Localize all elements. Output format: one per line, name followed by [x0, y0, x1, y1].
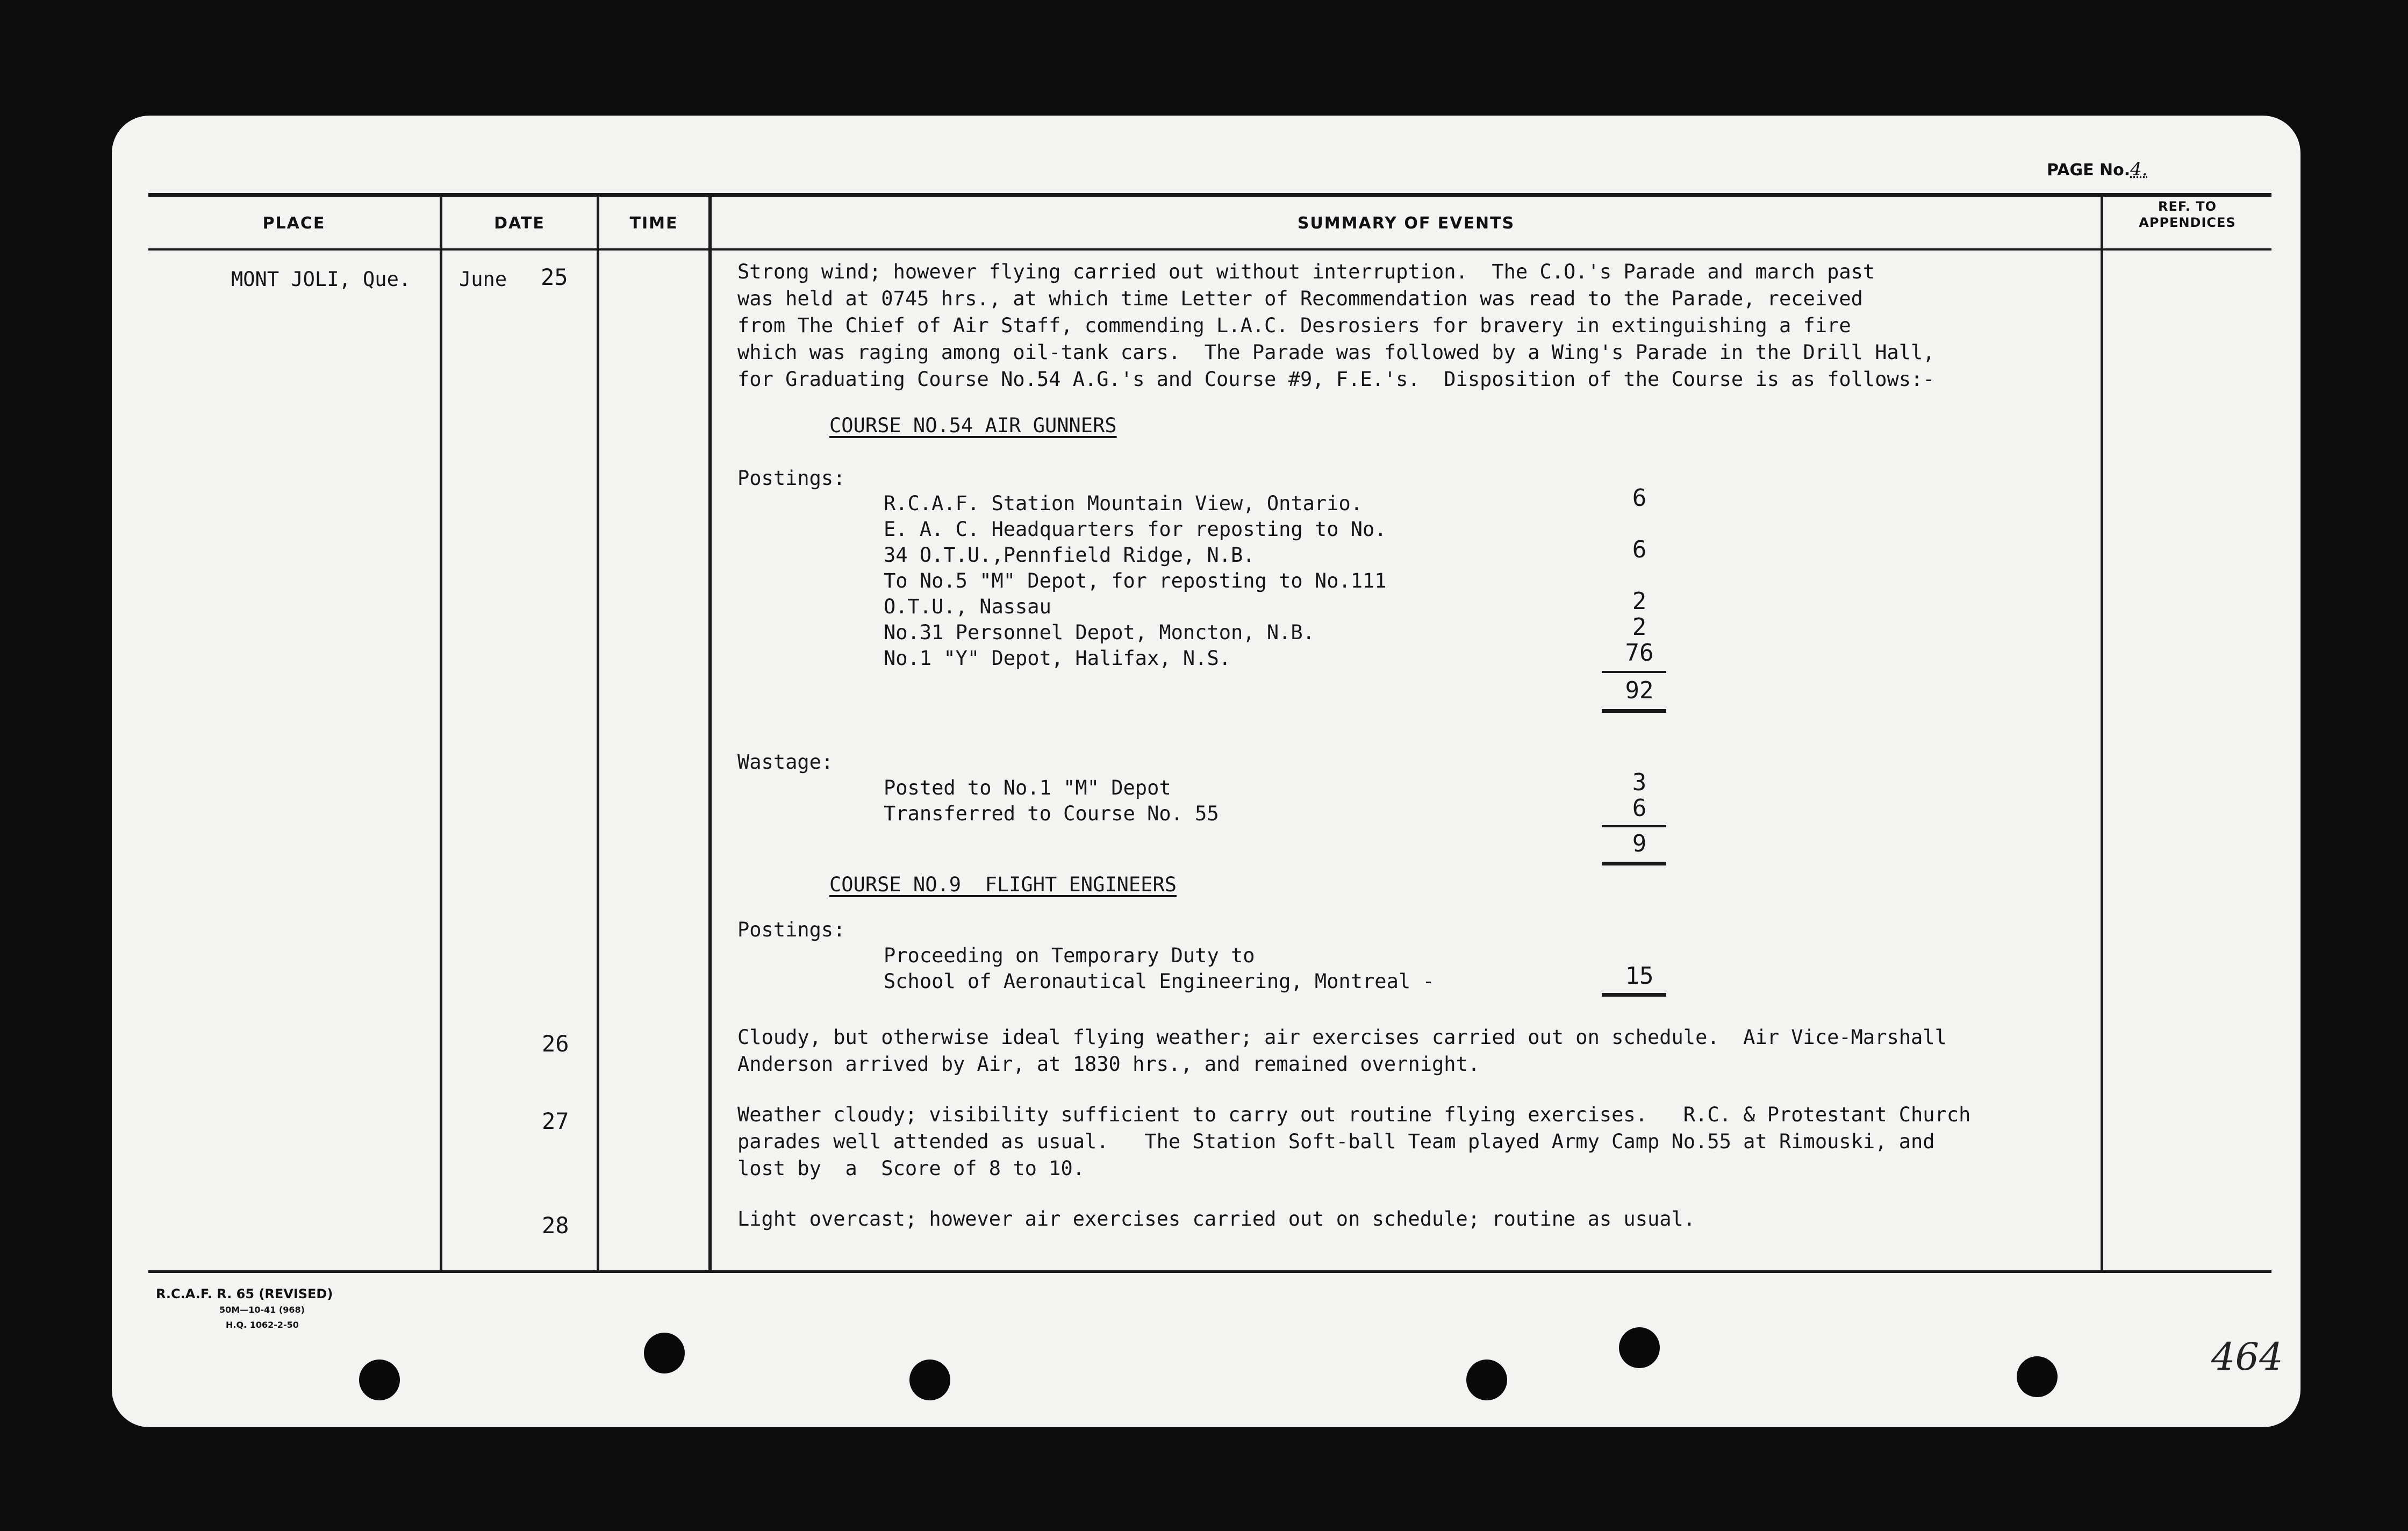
- column-header-summary: SUMMARY OF EVENTS: [1297, 214, 1515, 233]
- punch-hole: [2017, 1356, 2058, 1397]
- punch-hole: [1466, 1360, 1507, 1400]
- posting-count: 2: [1632, 588, 1647, 615]
- course54-postings-label: Postings:: [737, 467, 845, 490]
- course9-heading: COURSE NO.9 FLIGHT ENGINEERS: [829, 873, 1177, 896]
- day-number: 28: [542, 1212, 569, 1239]
- table-bottom-rule: [148, 1270, 2271, 1273]
- entry-place: MONT JOLI, Que.: [231, 268, 411, 291]
- course9-postings-label: Postings:: [737, 918, 845, 941]
- entry-line: Anderson arrived by Air, at 1830 hrs., and remained overnight.: [737, 1053, 1480, 1076]
- posting-line: 34 O.T.U.,Pennfield Ridge, N.B.: [884, 543, 1255, 567]
- course9-count: 15: [1625, 962, 1654, 990]
- course9-double-rule: [1602, 993, 1666, 997]
- page-number-label: PAGE No.4.: [2047, 159, 2148, 180]
- paragraph-line: for Graduating Course No.54 A.G.'s and Course #9, F.E.'s. Disposition of the Course is as follows:-: [737, 368, 1935, 391]
- posting-line: No.31 Personnel Depot, Moncton, N.B.: [884, 621, 1315, 644]
- print-line-2: H.Q. 1062-2-50: [226, 1320, 299, 1330]
- posting-line: To No.5 "M" Depot, for reposting to No.111: [884, 569, 1387, 592]
- postings-total: 92: [1625, 677, 1654, 704]
- posting-count: 2: [1632, 613, 1647, 641]
- posting-count: 76: [1625, 639, 1654, 667]
- posting-count: 6: [1632, 484, 1647, 512]
- paragraph-line: which was raging among oil-tank cars. The Parade was followed by a Wing's Parade in the Drill Hall,: [737, 341, 1935, 364]
- total-double-rule: [1602, 709, 1666, 713]
- course9-line: Proceeding on Temporary Duty to: [884, 944, 1255, 967]
- day-entry: [737, 1024, 1947, 1078]
- entry-line: parades well attended as usual. The Station Soft-ball Team played Army Camp No.55 at Rimouski, and: [737, 1130, 1935, 1153]
- wastage-line: Transferred to Course No. 55: [884, 802, 1219, 825]
- table-top-rule: [148, 193, 2271, 197]
- punch-hole: [1619, 1327, 1660, 1368]
- punch-hole: [909, 1360, 950, 1400]
- paragraph-line: was held at 0745 hrs., at which time Letter of Recommendation was read to the Parade, received: [737, 287, 1863, 310]
- punch-hole: [644, 1333, 685, 1373]
- course9-line: School of Aeronautical Engineering, Montreal -: [884, 970, 1435, 993]
- day-number: 27: [542, 1108, 569, 1134]
- entry-day: 25: [541, 264, 568, 290]
- ref-header-line1: REF. TO: [2158, 199, 2217, 214]
- posting-line: No.1 "Y" Depot, Halifax, N.S.: [884, 647, 1231, 670]
- handwritten-folio: 464: [2211, 1335, 2283, 1379]
- course54-heading: COURSE NO.54 AIR GUNNERS: [829, 414, 1117, 437]
- column-divider-date: [597, 193, 599, 1272]
- entry-paragraph: [737, 259, 1935, 393]
- print-line-1: 50M—10-41 (968): [219, 1305, 305, 1315]
- column-header-date: DATE: [494, 214, 545, 233]
- day-number: 26: [542, 1031, 569, 1057]
- wastage-total: 9: [1632, 830, 1647, 857]
- entry-month: June: [459, 268, 507, 291]
- subtotal-rule: [1602, 671, 1666, 673]
- posting-line: O.T.U., Nassau: [884, 595, 1051, 618]
- form-number: R.C.A.F. R. 65 (REVISED): [156, 1286, 333, 1301]
- wastage-label: Wastage:: [737, 750, 834, 774]
- posting-line: R.C.A.F. Station Mountain View, Ontario.: [884, 492, 1363, 515]
- column-header-place: PLACE: [262, 214, 326, 233]
- paragraph-line: Strong wind; however flying carried out without interruption. The C.O.'s Parade and march past: [737, 260, 1875, 283]
- wastage-double-rule: [1602, 862, 1666, 865]
- posting-count: 6: [1632, 536, 1647, 563]
- column-divider-place: [440, 193, 442, 1272]
- entry-line: Weather cloudy; visibility sufficient to carry out routine flying exercises. R.C. & Protestant Church: [737, 1103, 1971, 1126]
- punch-hole: [359, 1360, 400, 1400]
- entry-line: Light overcast; however air exercises carried out on schedule; routine as usual.: [737, 1207, 1696, 1230]
- day-entry: [737, 1206, 1695, 1233]
- column-header-ref: [2103, 198, 2271, 231]
- paragraph-line: from The Chief of Air Staff, commending L.A.C. Desrosiers for bravery in extinguishing a fire: [737, 314, 1851, 337]
- entry-line: Cloudy, but otherwise ideal flying weather; air exercises carried out on schedule. Air Vice-Marshall: [737, 1026, 1947, 1049]
- day-entry: [737, 1101, 1970, 1182]
- column-divider-time: [708, 193, 712, 1272]
- ref-header-line2: APPENDICES: [2139, 215, 2236, 230]
- wastage-subtotal-rule: [1602, 825, 1666, 827]
- wastage-count: 6: [1632, 795, 1647, 822]
- column-header-time: TIME: [629, 214, 678, 233]
- header-bottom-rule: [148, 248, 2271, 251]
- column-divider-summary: [2101, 193, 2103, 1272]
- entry-line: lost by a Score of 8 to 10.: [737, 1157, 1085, 1180]
- wastage-line: Posted to No.1 "M" Depot: [884, 776, 1171, 799]
- page-number-value: 4.: [2130, 159, 2148, 180]
- wastage-count: 3: [1632, 769, 1647, 796]
- diary-page-card: [112, 116, 2300, 1427]
- posting-line: E. A. C. Headquarters for reposting to No.: [884, 518, 1387, 541]
